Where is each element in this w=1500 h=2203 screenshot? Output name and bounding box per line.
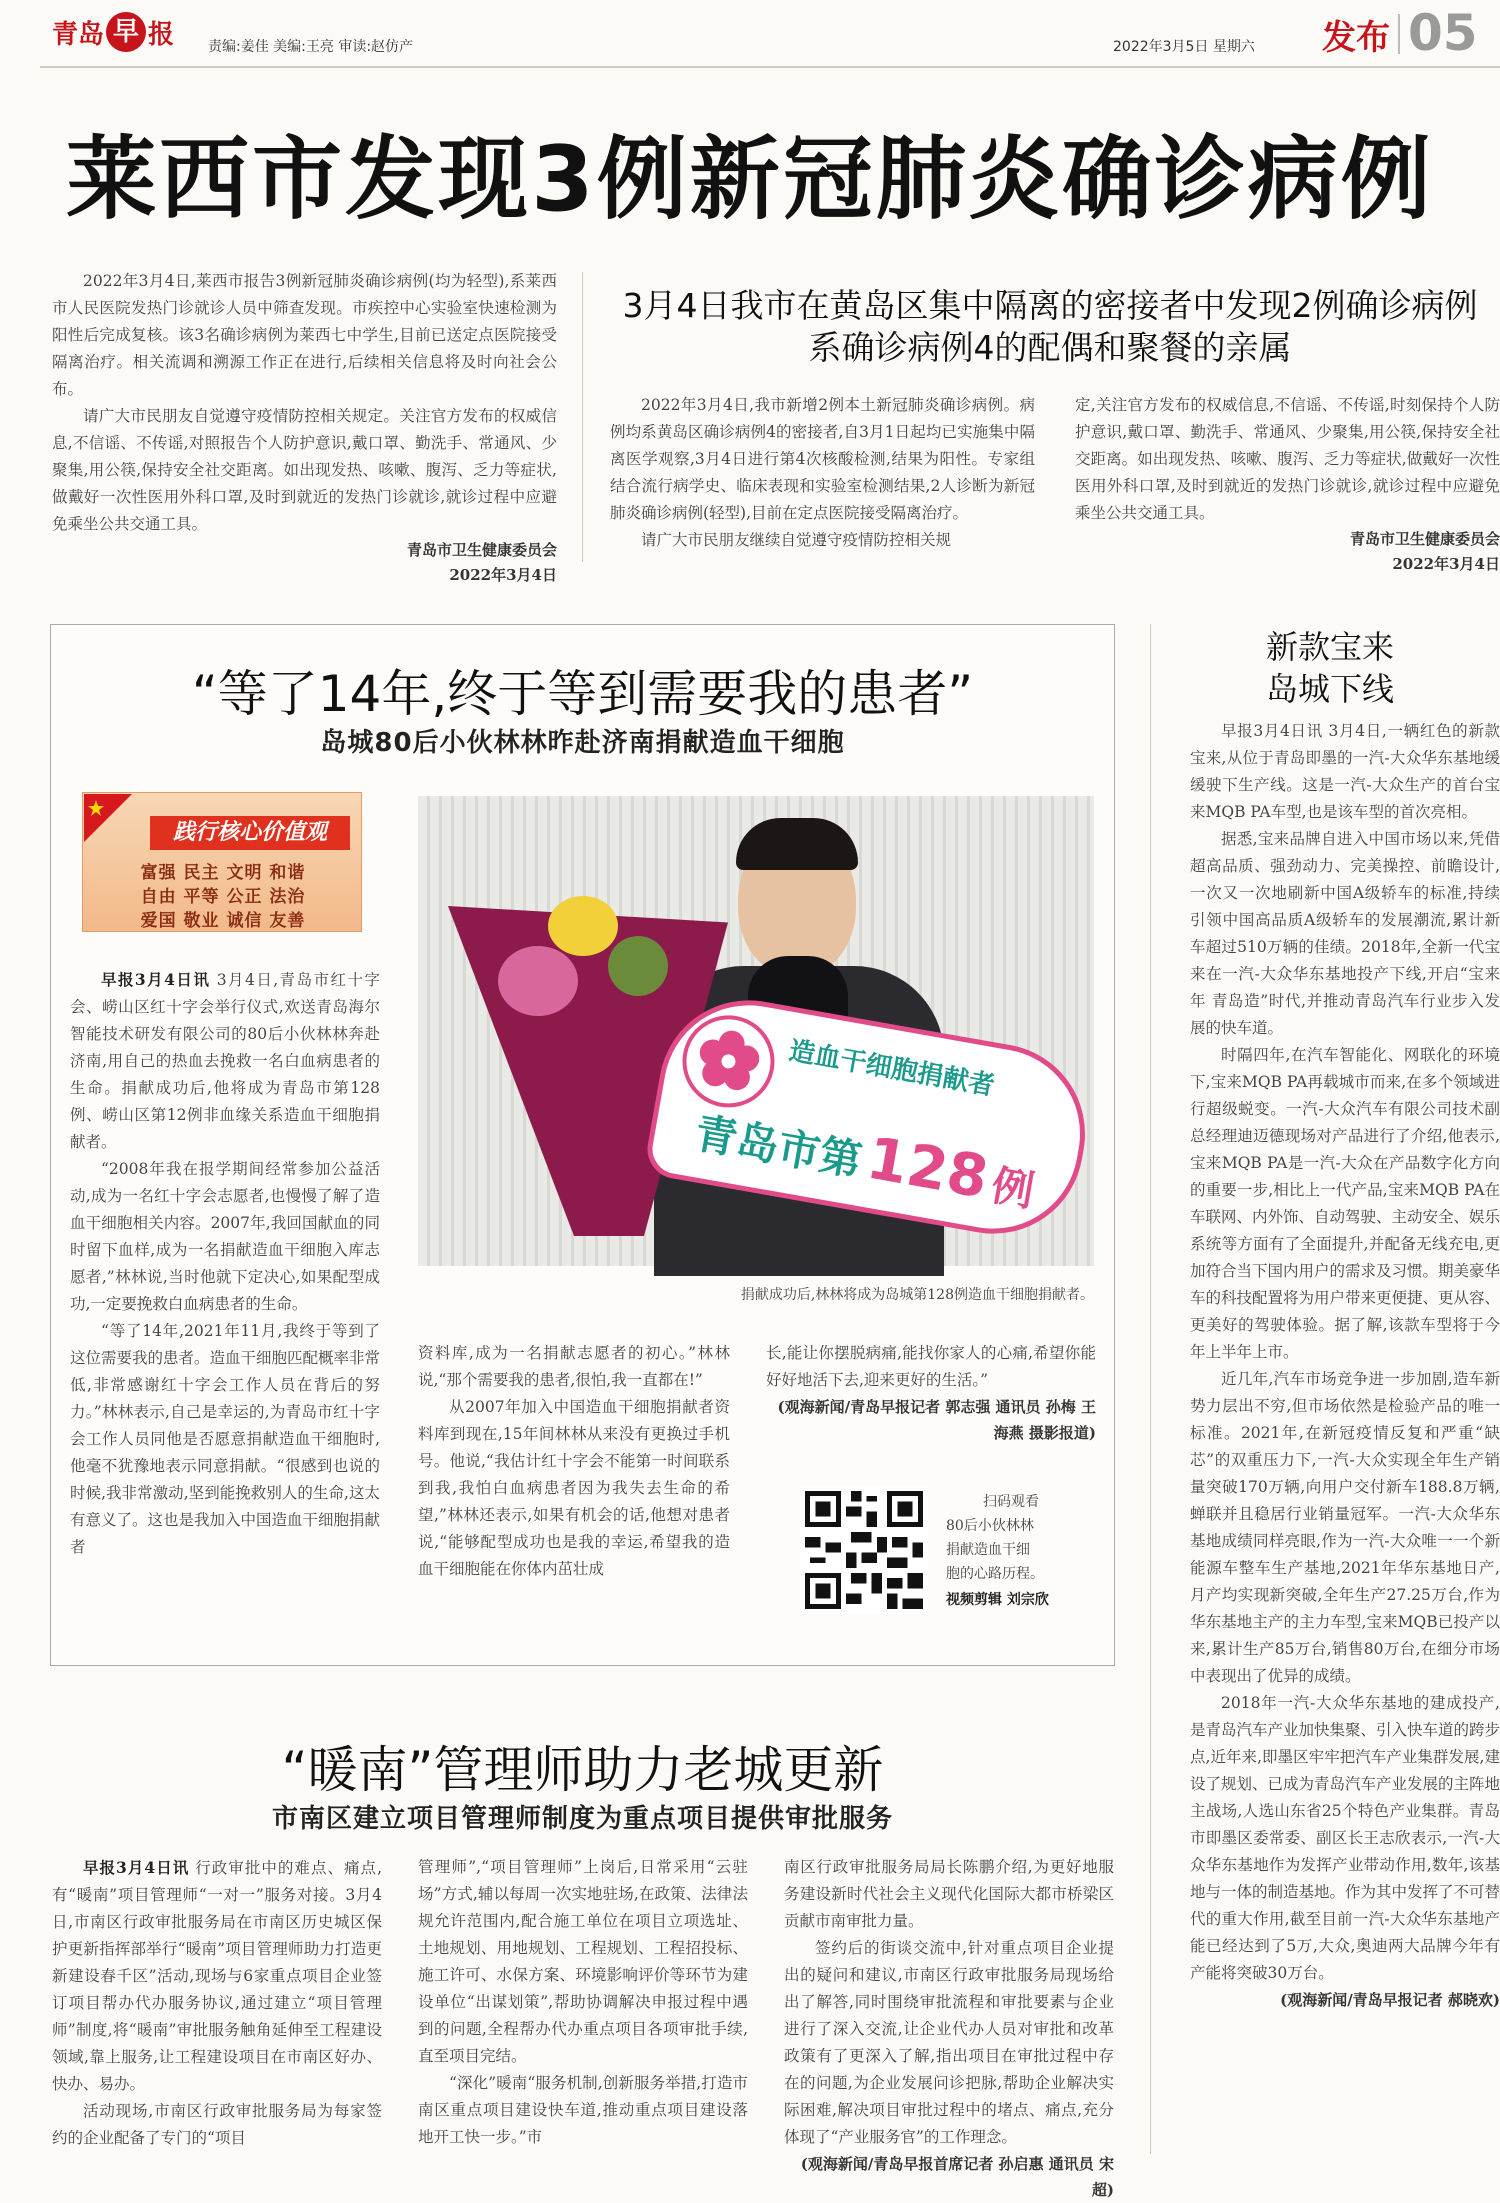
core-values-row: 富强 民主 文明 和谐 [140, 863, 306, 883]
masthead-bar [0, 0, 1500, 62]
header-rule [40, 66, 1500, 68]
feature-para: “2008年我在报学期间经常参加公益活动,成为一名红十字会志愿者,也慢慢了解了造血干细胞相关内容。2007年,我回国献血的同时留下血样,成为一名捐献造血干细胞入库志愿者,”林林说,当时他就下定决心,如果配型成功,一定要挽救白血病患者的生命。 [70, 1160, 380, 1313]
dateline: 早报3月4日讯 [101, 970, 211, 989]
issue-date: 2022年3月5日 星期六 [1113, 39, 1255, 55]
qr-note-line: 80后小伙林林 [946, 1518, 1034, 1534]
feature-subtitle: 岛城80后小伙林林昨赴济南捐献造血干细胞 [320, 728, 845, 758]
feature-photo [418, 796, 1094, 1266]
sidebar-para: 据悉,宝来品牌自进入中国市场以来,凭借超高品质、强劲动力、完美操控、前瞻设计,一次又一次地刷新中国A级轿车的标准,持续引领中国高品质A级轿车的发展潮流,累计新车超过510万辆的佳绩。2018年,全新一代宝来在一汽-大众华东基地投产下线,开启“宝来年 青岛造”时代,并推动青岛汽车行业步入发展的快车道。 [1190, 830, 1500, 1037]
qr-credit: 视频剪辑 刘宗欣 [946, 1592, 1049, 1608]
feature-title: “等了14年,终于等到需要我的患者” [191, 665, 974, 723]
badge-prefix: 青岛市第 [691, 1108, 866, 1186]
second-headline-line2: 系确诊病例4的配偶和聚餐的亲属 [808, 328, 1292, 367]
second-para-tail: 请广大市民朋友继续自觉遵守疫情防控相关规 [641, 531, 952, 549]
page-number: 05 [1408, 4, 1478, 62]
qr-note-line: 扫码观看 [983, 1494, 1039, 1510]
flower-leaves [608, 936, 668, 996]
second-para: 定,关注官方发布的权威信息,不信谣、不传谣,时刻保持个人防护意识,戴口罩、勤洗手、常通风、少聚集,用公筷,保持安全社交距离。如出现发热、咳嗽、腹泻、乏力等症状,做戴好一次性医用外科口罩,及时到就近的发热门诊就诊,就诊过程中应避免乘坐公共交通工具。 [1075, 396, 1500, 522]
core-values-heading: 践行核心价值观 [150, 816, 350, 850]
lead-signature-org: 青岛市卫生健康委员会 [406, 541, 557, 559]
bottom-para-text: 行政审批中的难点、痛点,有“暖南”项目管理师“一对一”服务对接。3月4日,市南区行政审批服务局在市南区历史城区保护更新指挥部举行“暖南”项目管理师助力打造更新建设春千区”活动,现场与6家重点项目企业签订项目帮办代办服务协议,通过建立“项目管理师”制度,将“暖南”审批服务触角延伸至工程建设领域,靠上服务,让工程建设项目在市南区好办、快办、易办。 [52, 1859, 382, 2093]
lead-signature-date: 2022年3月4日 [449, 566, 557, 584]
qr-note-line: 捐献造血干细 [946, 1542, 1030, 1558]
bottom-para: 活动现场,市南区行政审批服务局为每家签约的企业配备了专门的“项目 [52, 2102, 382, 2147]
sidebar-title-line2: 岛城下线 [1265, 670, 1394, 708]
feature-col1 [70, 966, 380, 1561]
dateline: 早报3月4日讯 [83, 1858, 190, 1877]
second-col1 [610, 392, 1035, 554]
feature-para [70, 966, 380, 1156]
lead-headline: 莱西市发现3例新冠肺炎确诊病例 [66, 127, 1434, 232]
sidebar-rule [1150, 624, 1151, 2154]
bottom-credit: (观海新闻/青岛早报首席记者 孙启惠 通讯员 宋超) [800, 2155, 1114, 2199]
bottom-para [52, 1854, 382, 2098]
flower-yellow [548, 896, 618, 956]
qr-code-icon[interactable] [800, 1486, 928, 1614]
feature-para-text: 3月4日,青岛市红十字会、崂山区红十字会举行仪式,欢送青岛海尔智能技术研发有限公司的80后小伙林林奔赴济南,用自己的热血去挽救一名白血病患者的生命。捐献成功后,他将成为青岛市第128例、崂山区第12例非血缘关系造血干细胞捐献者。 [70, 971, 380, 1151]
bottom-title: “暖南”管理师助力老城更新 [281, 1741, 884, 1799]
bottom-para: “深化”暖南“服务机制,创新服务举措,打造市南区重点项目建设快车道,推动重点项目建设落地开工快一步。”市 [418, 2074, 748, 2146]
second-signature-date: 2022年3月4日 [1392, 555, 1500, 573]
qr-note-line: 胞的心路历程。 [946, 1566, 1044, 1582]
masthead-zao: 早 [106, 12, 146, 52]
person-hair [736, 818, 858, 870]
flower-pink [498, 946, 578, 1016]
masthead-logo [52, 12, 174, 52]
photo-caption: 捐献成功后,林林将成为岛城第128例造血干细胞捐献者。 [740, 1287, 1094, 1303]
bottom-col1 [52, 1854, 382, 2158]
core-values-row: 爱国 敬业 诚信 友善 [140, 911, 306, 931]
sidebar-title-line1: 新款宝来 [1265, 628, 1394, 666]
badge-number: 128 [862, 1123, 994, 1212]
feature-para: “等了14年,2021年11月,我终于等到了这位需要我的患者。造血干细胞匹配概率非常低,非常感谢红十字会工作人员在背后的努力。”林林表示,自己是幸运的,为青岛市红十字会工作人员同他是否愿意捐献造血干细胞时,他毫不犹豫地表示同意捐献。“很感到也说的时候,我非常激动,坚到能挽救别人的生命,这太有意义了。这也是我加入中国造血干细胞捐献者 [70, 1322, 381, 1556]
sidebar-para: 时隔四年,在汽车智能化、网联化的环境下,宝来MQB PA再载城市而来,在多个领域进行超级蜕变。一汽-大众汽车有限公司技术副总经理迪迈德现场对产品进行了介绍,他表示,宝来MQB PA是一汽-大众在产品数字化方向的重要一步,相比上一代产品,宝来MQB PA在车联网、内外饰、自动驾驶、主动安全、娱乐系统等方面有了全面提升,并配备无线充电,更加符合当下国内用户的需求及习惯。期美豪华车的科技配置将为用户带来更便捷、更从容、更美好的驾驶体验。据了解,该款车型将于今年上半年上市。 [1190, 1046, 1500, 1361]
bottom-para: 管理师”,“项目管理师”上岗后,日常采用“云驻场”方式,辅以每周一次实地驻场,在政策、法律法规允许范围内,配合施工单位在项目立项选址、土地规划、用地规划、工程规划、工程招投标、施工许可、水保方案、环境影响评价等环节为建设单位“出谋划策”,帮助协调解决申报过程中遇到的问题,全程帮办代办重点项目各项审批手续,直至项目完结。 [418, 1858, 748, 2065]
feature-para: 资料库,成为一名捐献志愿者的初心。”林林说,“那个需要我的患者,很怕,我一直都在!” [418, 1344, 730, 1389]
bottom-subtitle: 市南区建立项目管理师制度为重点项目提供审批服务 [271, 1804, 893, 1834]
feature-col3 [766, 1340, 1096, 1446]
bottom-para: 南区行政审批服务局局长陈鹏介绍,为更好地服务建设新时代社会主义现代化国际大都市桥梁区贡献市南审批力量。 [784, 1858, 1114, 1930]
section-divider [1398, 14, 1400, 54]
sidebar-para: 2018年一汽-大众华东基地的建成投产,是青岛汽车产业加快集聚、引入快车道的跨步点,近年来,即墨区牢牢把汽车产业集群发展,建设了规划、已成为青岛汽车产业发展的主阵地主战场,人选山东省25个特色产业集群。青岛市即墨区委常委、副区长王志欣表示,一汽-大众华东基地作为发挥产业带动作用,数年,该基地与一体的制造基地。作为其中发挥了不可替代的重大作用,截至目前一汽-大众华东基地产能已经达到了5万,大众,奥迪两大品牌今年有产能将突破30万台。 [1190, 1694, 1500, 1982]
core-values-row: 自由 平等 公正 法治 [140, 887, 306, 907]
bottom-para: 签约后的街谈交流中,针对重点项目企业提出的疑问和建议,市南区行政审批服务局现场给出了解答,同时围绕审批流程和审批要素与企业进行了深入交流,让企业代办人员对审批和改革政策有了更深入了解,指出项目在审批过程中存在的问题,为企业发展问诊把脉,帮助企业解决实际困难,解决项目审批过程中的堵点、痛点,充分体现了“产业服务官”的工作理念。 [784, 1939, 1114, 2146]
sidebar-body [1190, 718, 1500, 2013]
lead-para: 请广大市民朋友自觉遵守疫情防控相关规定。关注官方发布的权威信息,不信谣、不传谣,对照报告个人防护意识,戴口罩、勤洗手、常通风、少聚集,用公筷,保持安全社交距离。如出现发热、咳嗽、腹泻、乏力等症状,做戴好一次性医用外科口罩,及时到就近的发热门诊就诊,就诊过程中应避免乘坐公共交通工具。 [52, 407, 557, 533]
badge-unit: 例 [987, 1160, 1038, 1216]
feature-para: 从2007年加入中国造血干细胞捐献者资料库到现在,15年间林林从来没有更换过手机号。他说,“我估计红十字会不能第一时间联系到我,我怕白血病患者因为我失去生命的希望,”林林还表示,如果有机会的话,他想对患者说,“能够配型成功也是我的幸运,希望我的造血干细胞能在你体内茁壮成 [418, 1398, 730, 1578]
feature-para: 长,能让你摆脱病痛,能找你家人的心痛,希望你能好好地活下去,迎来更好的生活。” [766, 1344, 1096, 1389]
feature-credit: (观海新闻/青岛早报记者 郭志强 通讯员 孙梅 王海燕 摄影报道) [777, 1398, 1096, 1442]
masthead-qing: 青岛 [52, 19, 105, 50]
editor-credits: 责编:姜佳 美编:王亮 审读:赵仿产 [208, 39, 414, 55]
qr-note [946, 1490, 1076, 1612]
second-para: 2022年3月4日,我市新增2例本土新冠肺炎确诊病例。病例均系黄岛区确诊病例4的密接者,自3月1日起均已实施集中隔离医学观察,3月4日进行第4次核酸检测,结果为阳性。专家组结合流行病学史、临床表现和实验室检测结果,2人诊断为新冠肺炎确诊病例(轻型),目前在定点医院接受隔离治疗。 [610, 396, 1035, 522]
second-col2 [1075, 392, 1500, 577]
lead-para: 2022年3月4日,莱西市报告3例新冠肺炎确诊病例(均为轻型),系莱西市人民医院发热门诊就诊人员中筛查发现。市疾控中心实验室快速检测为阳性后完成复核。该3名确诊病例为莱西七中学生,目前已送定点医院接受隔离治疗。相关流调和溯源工作正在进行,后续相关信息将及时向社会公布。 [52, 272, 557, 398]
sidebar-credit: (观海新闻/青岛早报记者 郝晓欢) [1280, 1991, 1500, 2009]
second-headline-line1: 3月4日我市在黄岛区集中隔离的密接者中发现2例确诊病例 [622, 286, 1478, 325]
sidebar-para: 早报3月4日讯 3月4日,一辆红色的新款宝来,从位于青岛即墨的一汽-大众华东基地缓缓驶下生产线。这是一汽-大众生产的首台宝来MQB PA车型,也是该车型的首次亮相。 [1190, 722, 1500, 821]
masthead-bao: 报 [148, 19, 175, 50]
bottom-col3 [784, 1854, 1114, 2199]
second-signature-org: 青岛市卫生健康委员会 [1349, 530, 1500, 548]
bottom-col2 [418, 1854, 748, 2158]
lead-body [52, 268, 557, 588]
china-flag-icon [84, 794, 132, 842]
badge-line1: 造血干细胞捐献者 [786, 1036, 997, 1102]
section-name: 发布 [1322, 18, 1390, 58]
lead-column-rule [582, 272, 583, 562]
feature-col2 [418, 1340, 730, 1583]
sidebar-para: 近几年,汽车市场竞争进一步加剧,造车新势力层出不穷,但市场依然是检验产品的唯一标准。2021年,在新冠疫情反复和严重“缺芯”的双重压力下,一汽-大众实现全年生产销量突破170万辆,向用户交付新车188.8万辆,蝉联并且稳居行业销量冠军。一汽-大众华东基地成绩同样亮眼,作为一汽-大众唯一一个新能源车整车生产基地,2021年华东基地日产,月产均实现新突破,全年生产27.25万台,作为华东基地主产的主力车型,宝来MQB已投产以来,累计生产85万台,销售80万台,在细分市场中表现出了优异的成绩。 [1190, 1370, 1500, 1685]
